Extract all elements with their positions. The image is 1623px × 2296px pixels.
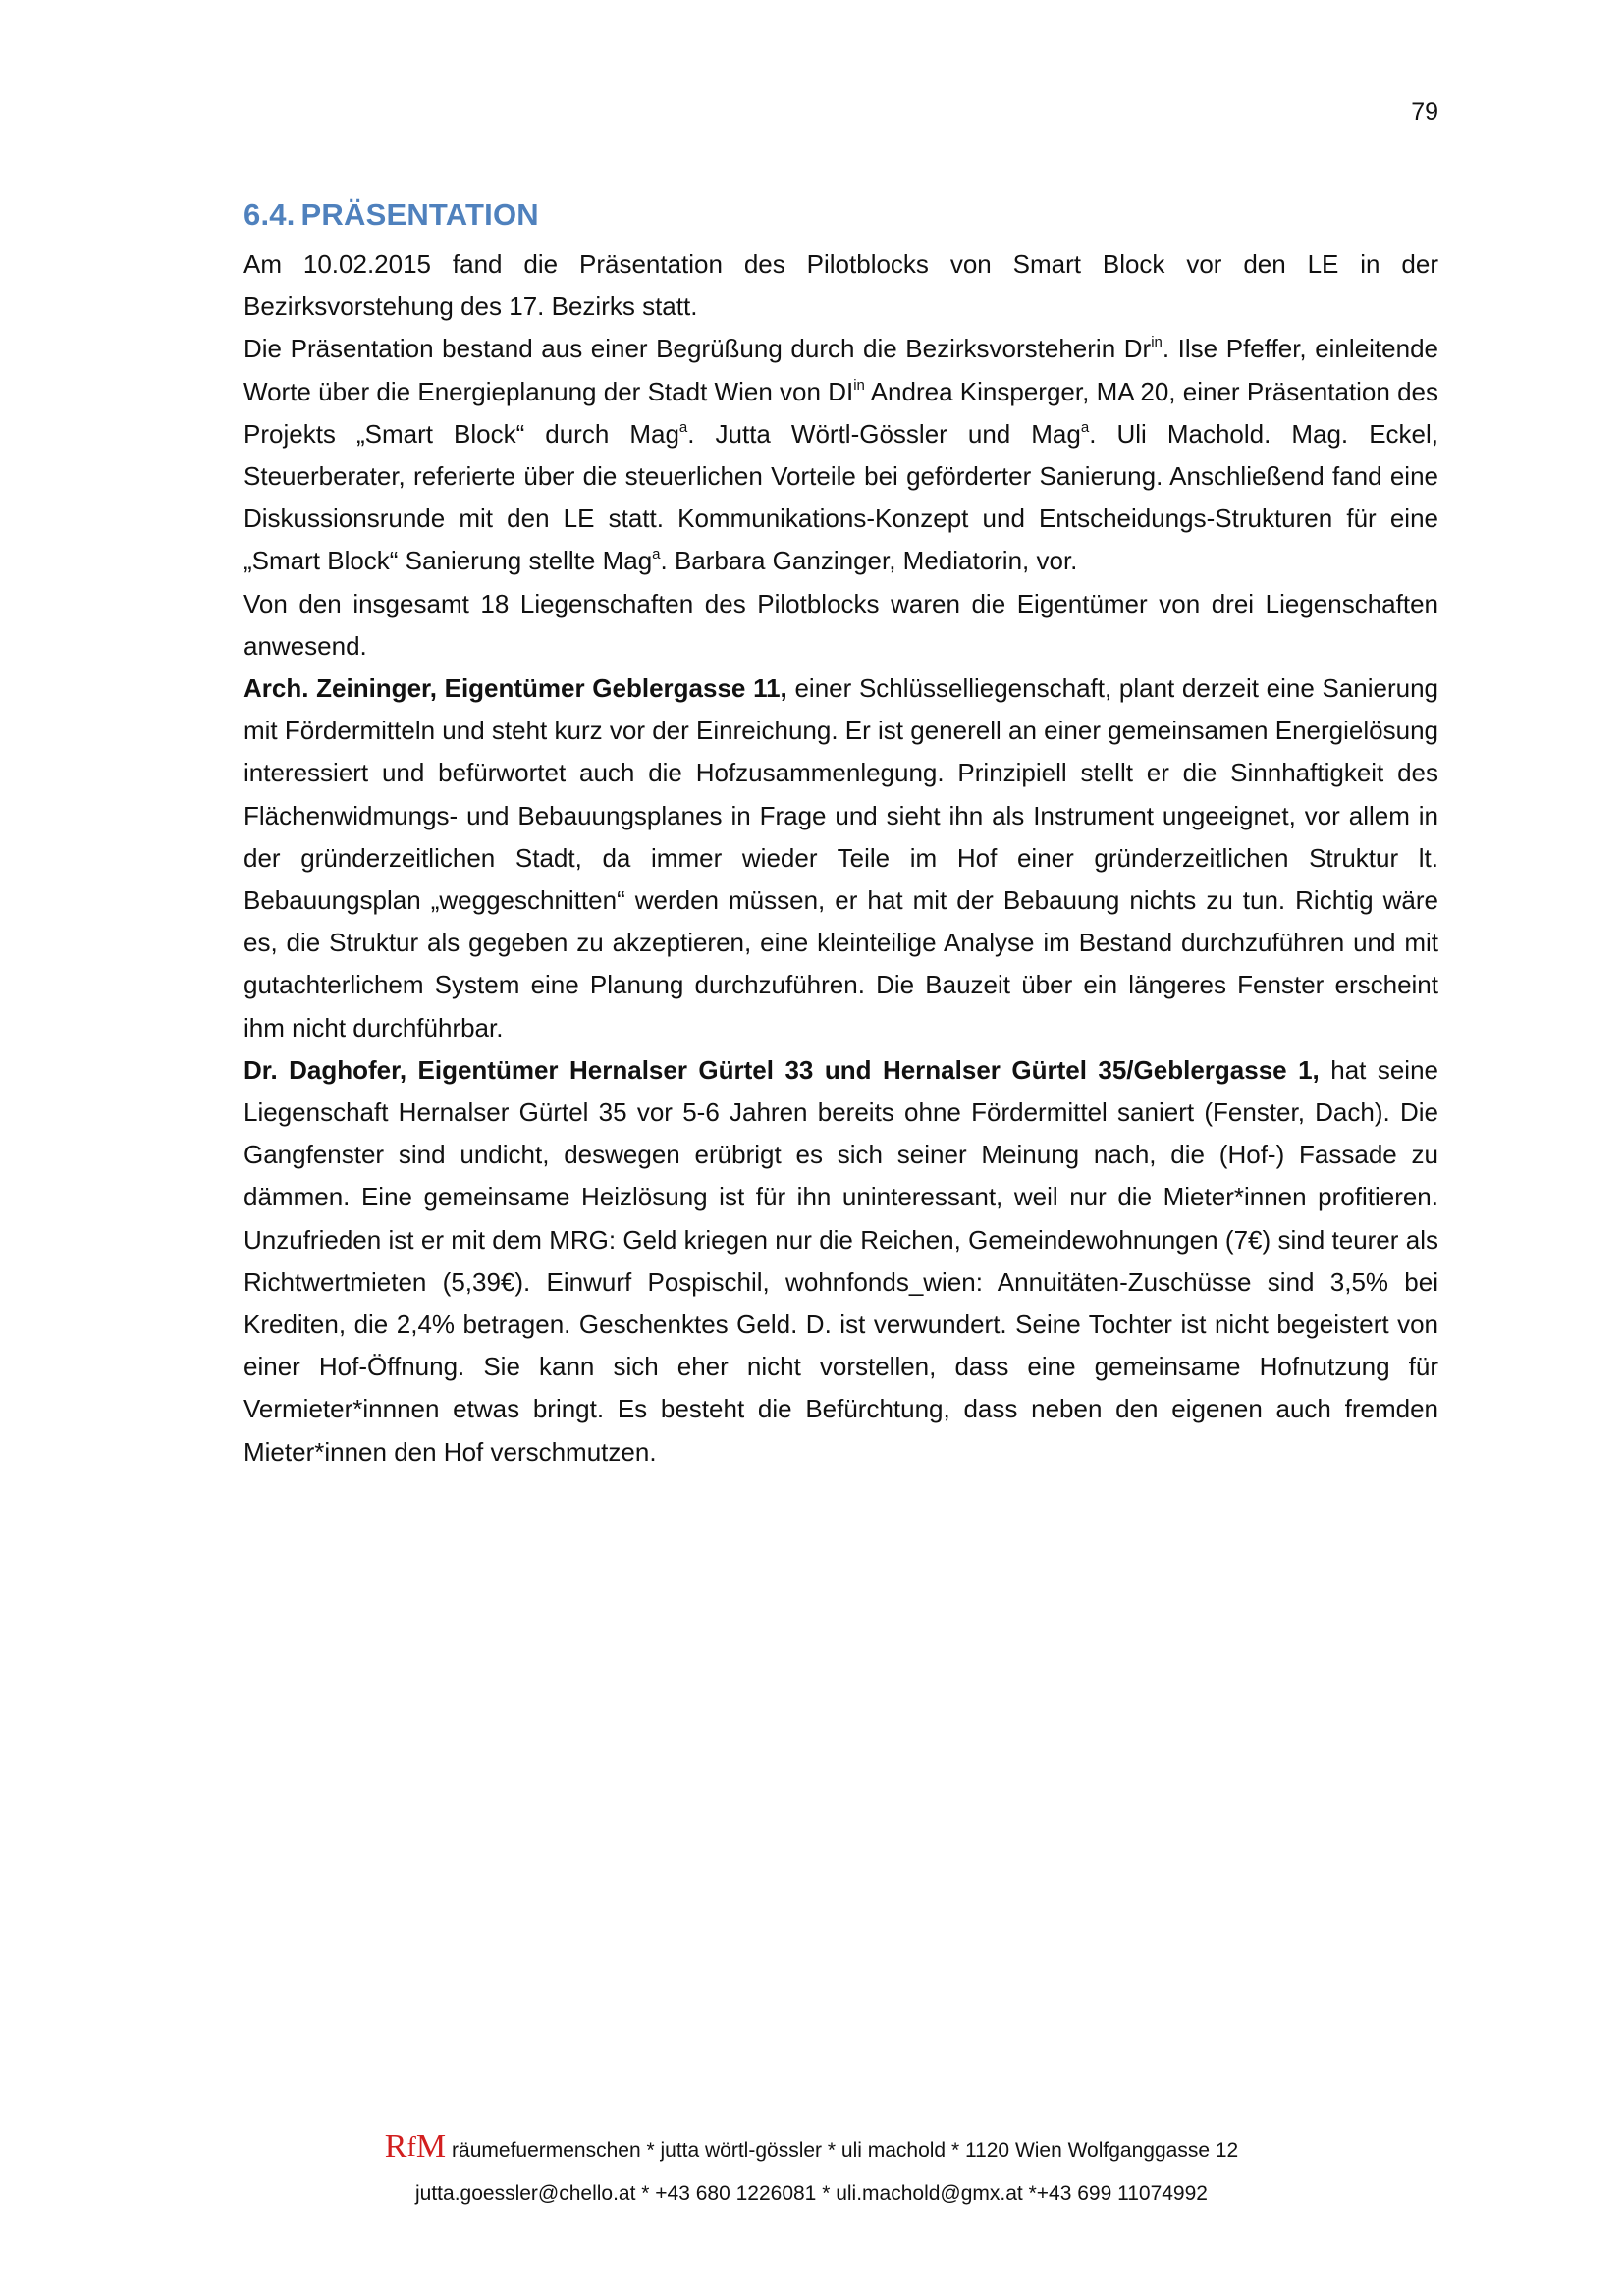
text-run: hat seine Liegenschaft Hernalser Gürtel 35 vor 5-6 Jahren bereits ohne Fördermittel saniert (Fenster, Dach). Die Gangfenster sind undicht, deswegen erübrigt es sich seiner Meinung nach, die (Hof-) Fassade zu dämmen. Eine gemeinsame Heizlösung ist für ihn uninteressant, weil nur die Mieter*innen profitieren. Unzufrieden ist er mit dem MRG: Geld kriegen nur die Reichen, Gemeindewohnungen (7€) sind teurer als Richtwertmieten (5,39€). Einwurf Pospischil, wohnfonds_wien: Annuitäten-Zuschüsse sind 3,5% bei Krediten, die 2,4% betragen. Geschenktes Geld. D. ist verwundert. Seine Tochter ist nicht begeistert von einer Hof-Öffnung. Sie kann sich eher nicht vorstellen, dass eine gemeinsame Hofnutzung für Vermieter*innnen etwas bringt. Es besteht die Befürchtung, dass neben den eigenen auch fremden Mieter*innen den Hof verschmutzen. — [243, 1054, 1438, 1467]
paragraph-daghofer — [243, 1049, 1438, 1473]
footer-contact-line: jutta.goessler@chello.at * +43 680 1226081 * uli.machold@gmx.at *+43 699 11074992 — [415, 2182, 1208, 2205]
text-run: . Uli Machold. Mag. Eckel, Steuerberater, referierte über die steuerlichen Vorteile bei geförderter Sanierung. Anschließend fand eine Diskussionsrunde mit den LE statt. Kommunikations-Konzept und Entscheidungs-Strukturen für eine „Smart Block“ Sanierung stellte Mag — [243, 418, 1438, 576]
text-run: . Barbara Ganzinger, Mediatorin, vor. — [660, 546, 1078, 576]
superscript: in — [853, 376, 865, 394]
paragraph-presentation-program — [243, 328, 1438, 582]
paragraph-zeininger — [243, 667, 1438, 1049]
speaker-name: Dr. Daghofer, Eigentümer Hernalser Gürtel 33 und Hernalser Gürtel 35/Geblergasse 1, — [243, 1054, 1320, 1085]
section-number: 6.4. — [243, 197, 296, 232]
section-title: PRÄSENTATION — [300, 197, 539, 232]
superscript: a — [678, 418, 688, 436]
superscript: a — [652, 546, 661, 563]
page-number: 79 — [1411, 98, 1438, 126]
footer-address: räumefuermenschen * jutta wörtl-gössler * uli machold * 1120 Wien Wolfganggasse 12 — [452, 2139, 1239, 2162]
superscript: a — [1080, 418, 1090, 436]
paragraph-presentation-date: Am 10.02.2015 fand die Präsentation des Pilotblocks von Smart Block vor den LE in der Bezirksvorstehung des 17. Bezirks statt. — [243, 249, 1438, 322]
logo-letter: M — [415, 2128, 447, 2164]
text-run: einer Schlüsselliegenschaft, plant derzeit eine Sanierung mit Fördermitteln und steht kurz vor der Einreichung. Er ist generell an einer gemeinsamen Energielösung interessiert und befürwortet auch die Hofzusammenlegung. Prinzipiell stellt er die Sinnhaftigkeit des Flächenwidmungs- und Bebauungsplanes in Frage und sieht ihn als Instrument ungeeignet, vor allem in der gründerzeitlichen Stadt, da immer wieder Teile im Hof einer gründerzeitlichen Struktur lt. Bebauungsplan „weggeschnitten“ werden müssen, er hat mit der Bebauung nichts zu tun. Richtig wäre es, die Struktur als gegeben zu akzeptieren, eine kleinteilige Analyse im Bestand durchzuführen und mit gutachterlichem System eine Planung durchzuführen. Die Bauzeit über ein längeres Fenster erscheint ihm nicht durchführbar. — [243, 673, 1438, 1042]
footer-address-line — [0, 2130, 1623, 2167]
document-body — [243, 194, 1438, 1473]
rfm-logo — [385, 2128, 446, 2164]
logo-letter: R — [384, 2128, 407, 2164]
section-heading — [243, 194, 1438, 236]
text-run: Die Präsentation bestand aus einer Begrüßung durch die Bezirksvorsteherin Dr — [243, 334, 1152, 364]
speaker-name: Arch. Zeininger, Eigentümer Geblergasse 11, — [243, 673, 787, 704]
superscript: in — [1151, 334, 1163, 351]
page-footer — [0, 2130, 1623, 2211]
text-run: . Ilse Pfeffer, einleitende Worte über die Energieplanung der Stadt Wien von DI — [243, 334, 1438, 406]
logo-letter: f — [406, 2132, 416, 2163]
text-run: Andrea Kinsperger, MA 20, einer Präsentation des Projekts „Smart Block“ durch Mag — [243, 376, 1438, 449]
text-run: . Jutta Wörtl-Gössler und Mag — [687, 418, 1081, 449]
paragraph-attendance: Von den insgesamt 18 Liegenschaften des Pilotblocks waren die Eigentümer von drei Liegenschaften anwesend. — [243, 588, 1438, 661]
